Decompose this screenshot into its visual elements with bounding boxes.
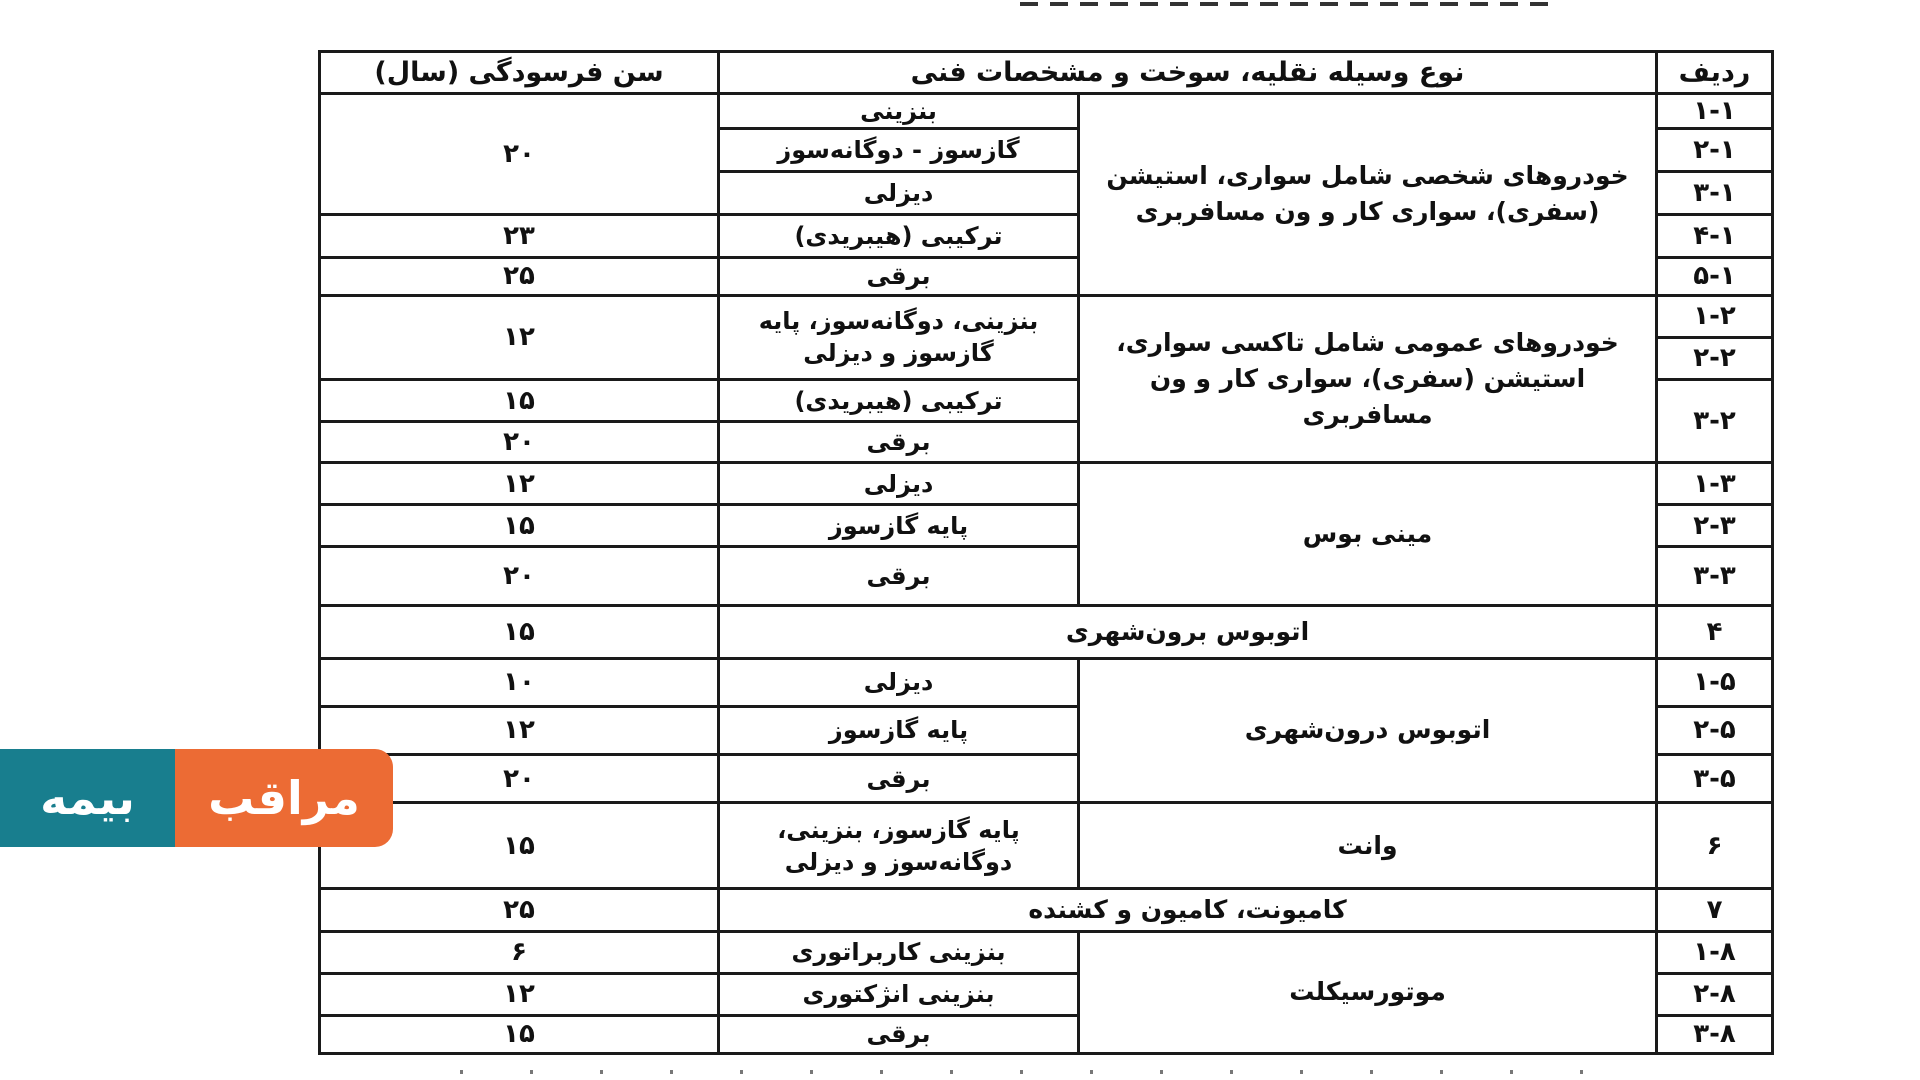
category-personal-cars: خودروهای شخصی شامل سواری، استیشن (سفری)، سواری کار و ون مسافربری — [1079, 94, 1657, 296]
row-number: ۱-۱ — [1657, 94, 1773, 129]
fuel-type: دیزلی — [719, 172, 1079, 215]
table-row — [320, 803, 1773, 889]
brand-logo-part-2: بیمه — [0, 749, 175, 847]
obsolescence-age: ۶ — [320, 931, 719, 973]
row-number: ۱-۸ — [1657, 931, 1773, 973]
obsolescence-age: ۱۲ — [320, 973, 719, 1015]
table-row — [320, 94, 1773, 129]
row-number: ۳-۵ — [1657, 755, 1773, 803]
bottom-scan-marks — [460, 1070, 1600, 1074]
fuel-type: پایه گازسوز — [719, 706, 1079, 754]
fuel-type: برقی — [719, 547, 1079, 605]
fuel-type: دیزلی — [719, 658, 1079, 706]
obsolescence-age: ۲۰ — [320, 422, 719, 463]
fuel-type: برقی — [719, 755, 1079, 803]
header-row-number: ردیف — [1657, 52, 1773, 94]
category-public-cars: خودروهای عمومی شامل تاکسی سواری، استیشن (سفری)، سواری کار و ون مسافربری — [1079, 295, 1657, 462]
row-number: ۱-۵ — [1657, 658, 1773, 706]
obsolescence-age: ۲۳ — [320, 215, 719, 257]
obsolescence-age: ۲۰ — [320, 755, 719, 803]
row-number: ۲-۱ — [1657, 129, 1773, 172]
fuel-type: ترکیبی (هیبریدی) — [719, 379, 1079, 421]
top-text-fragment — [1020, 0, 1560, 14]
row-number: ۳-۸ — [1657, 1015, 1773, 1053]
fuel-type: برقی — [719, 1015, 1079, 1053]
fuel-type: دیزلی — [719, 463, 1079, 505]
vehicle-obsolescence-table — [318, 50, 1774, 1055]
fuel-type: بنزینی، دوگانه‌سوز، پایه گازسوز و دیزلی — [719, 295, 1079, 379]
obsolescence-age: ۱۰ — [320, 658, 719, 706]
row-number: ۱-۳ — [1657, 463, 1773, 505]
obsolescence-age: ۱۵ — [320, 803, 719, 889]
brand-logo-part-1: مراقب — [175, 749, 393, 847]
obsolescence-age: ۱۲ — [320, 463, 719, 505]
row-number: ۴ — [1657, 605, 1773, 658]
top-text-strokes — [1020, 2, 1560, 6]
obsolescence-age: ۱۵ — [320, 1015, 719, 1053]
fuel-type: بنزینی — [719, 94, 1079, 129]
fuel-type: ترکیبی (هیبریدی) — [719, 215, 1079, 257]
table-row — [320, 931, 1773, 973]
table-row — [320, 463, 1773, 505]
fuel-type: برقی — [719, 422, 1079, 463]
row-number: ۳-۲ — [1657, 379, 1773, 462]
obsolescence-age: ۱۵ — [320, 505, 719, 547]
table-row — [320, 658, 1773, 706]
table-row — [320, 889, 1773, 931]
category-motorcycle: موتورسیکلت — [1079, 931, 1657, 1053]
table-header-row — [320, 52, 1773, 94]
obsolescence-age: ۲۵ — [320, 889, 719, 931]
row-number: ۵-۱ — [1657, 257, 1773, 295]
category-minibus: مینی بوس — [1079, 463, 1657, 605]
row-number: ۱-۲ — [1657, 295, 1773, 337]
category-city-bus: اتوبوس درون‌شهری — [1079, 658, 1657, 802]
header-obsolescence-age: سن فرسودگی (سال) — [320, 52, 719, 94]
fuel-type: بنزینی کاربراتوری — [719, 931, 1079, 973]
row-number: ۳-۳ — [1657, 547, 1773, 605]
row-number: ۲-۲ — [1657, 337, 1773, 379]
obsolescence-age: ۱۵ — [320, 605, 719, 658]
row-number: ۲-۵ — [1657, 706, 1773, 754]
obsolescence-age: ۲۰ — [320, 94, 719, 215]
fuel-type: بنزینی انژکتوری — [719, 973, 1079, 1015]
fuel-type: گازسوز - دوگانه‌سوز — [719, 129, 1079, 172]
obsolescence-age: ۱۲ — [320, 706, 719, 754]
obsolescence-age: ۱۲ — [320, 295, 719, 379]
table-row — [320, 605, 1773, 658]
category-intercity-bus: اتوبوس برون‌شهری — [719, 605, 1657, 658]
obsolescence-age: ۱۵ — [320, 379, 719, 421]
fuel-type: پایه گازسوز، بنزینی، دوگانه‌سوز و دیزلی — [719, 803, 1079, 889]
row-number: ۷ — [1657, 889, 1773, 931]
row-number: ۲-۳ — [1657, 505, 1773, 547]
category-trucks: کامیونت، کامیون و کشنده — [719, 889, 1657, 931]
row-number: ۴-۱ — [1657, 215, 1773, 257]
category-pickup: وانت — [1079, 803, 1657, 889]
brand-logo-badge — [0, 749, 393, 847]
header-vehicle-type: نوع وسیله نقلیه، سوخت و مشخصات فنی — [719, 52, 1657, 94]
row-number: ۳-۱ — [1657, 172, 1773, 215]
fuel-type: برقی — [719, 257, 1079, 295]
row-number: ۶ — [1657, 803, 1773, 889]
table-row — [320, 295, 1773, 337]
obsolescence-age: ۲۰ — [320, 547, 719, 605]
obsolescence-age: ۲۵ — [320, 257, 719, 295]
row-number: ۲-۸ — [1657, 973, 1773, 1015]
fuel-type: پایه گازسوز — [719, 505, 1079, 547]
